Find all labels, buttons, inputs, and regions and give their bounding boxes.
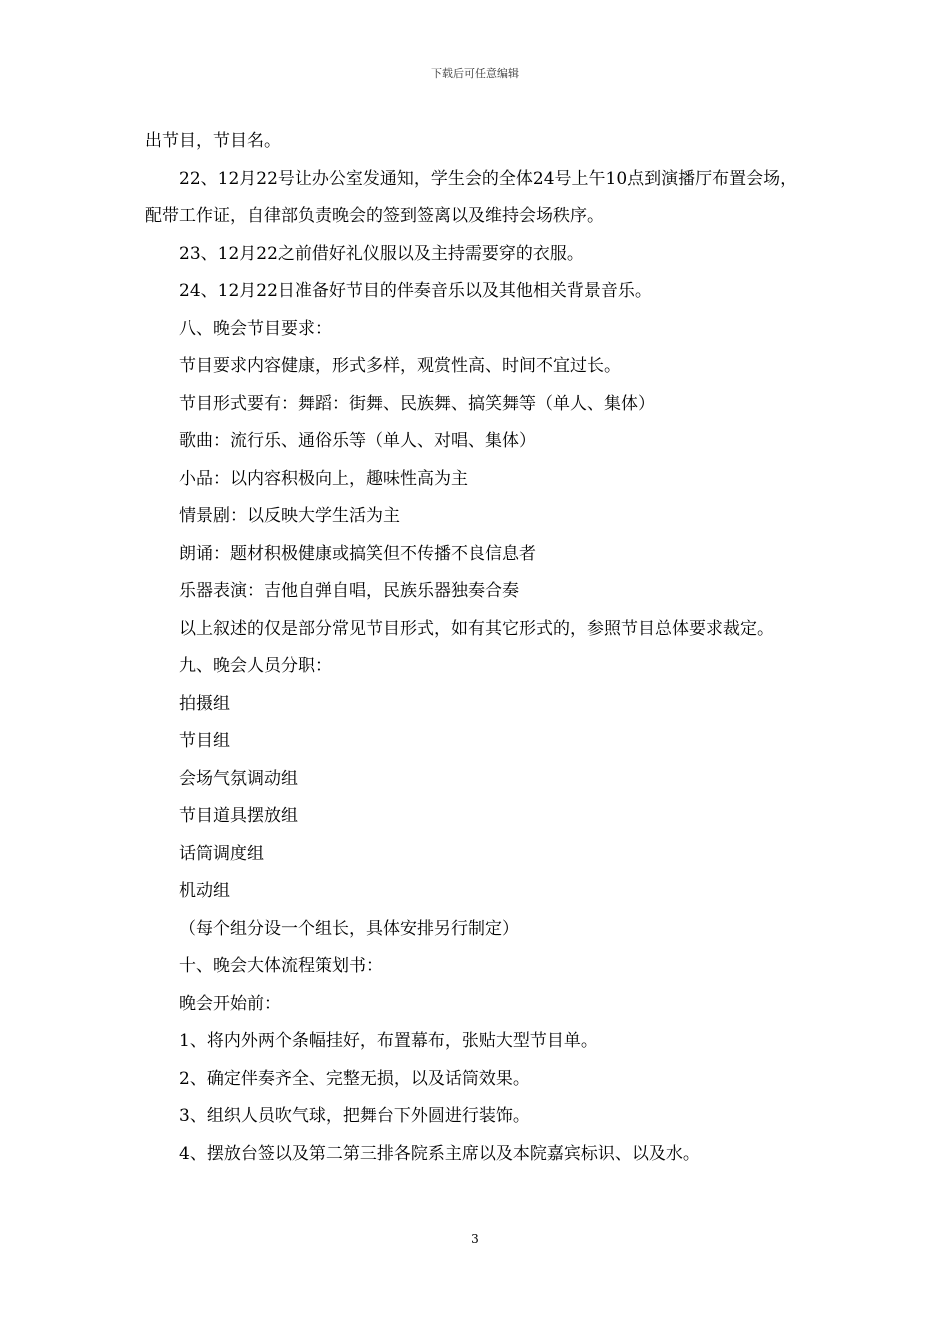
paragraph: 情景剧：以反映大学生活为主 [179, 506, 400, 526]
paragraph: 1、将内外两个条幅挂好，布置幕布，张贴大型节目单。 [179, 1031, 598, 1051]
paragraph: （每个组分设一个组长，具体安排另行制定） [179, 918, 519, 939]
paragraph: 九、晚会人员分职： [179, 656, 332, 676]
paragraph: 乐器表演：吉他自弹自唱，民族乐器独奏合奏 [179, 581, 519, 601]
paragraph: 节目道具摆放组 [179, 806, 298, 826]
paragraph: 机动组 [179, 881, 230, 901]
paragraph: 会场气氛调动组 [179, 768, 298, 789]
page-header: 下载后可任意编辑 [431, 67, 519, 80]
paragraph: 朗诵：题材积极健康或搞笑但不传播不良信息者 [179, 543, 536, 564]
page-number: 3 [471, 1232, 479, 1246]
paragraph: 话筒调度组 [179, 843, 264, 864]
paragraph: 3、组织人员吹气球，把舞台下外圆进行装饰。 [179, 1106, 530, 1126]
paragraph: 节目要求内容健康，形式多样，观赏性高、时间不宜过长。 [179, 356, 621, 376]
paragraph: 节目组 [179, 731, 230, 751]
paragraph: 小品：以内容积极向上，趣味性高为主 [179, 468, 468, 489]
paragraph: 24、12月22日准备好节目的伴奏音乐以及其他相关背景音乐。 [179, 281, 652, 301]
paragraph: 歌曲：流行乐、通俗乐等（单人、对唱、集体） [179, 431, 536, 451]
paragraph: 23、12月22之前借好礼仪服以及主持需要穿的衣服。 [179, 243, 584, 264]
paragraph: 2、确定伴奏齐全、完整无损，以及话筒效果。 [179, 1068, 530, 1089]
paragraph: 拍摄组 [179, 693, 230, 714]
document-body [145, 123, 810, 1173]
paragraph: 十、晚会大体流程策划书： [179, 956, 383, 976]
paragraph: 八、晚会节目要求： [179, 318, 332, 339]
paragraph: 节目形式要有：舞蹈：街舞、民族舞、搞笑舞等（单人、集体） [179, 393, 655, 414]
paragraph: 出节目，节目名。 [145, 131, 281, 151]
paragraph: 以上叙述的仅是部分常见节目形式，如有其它形式的，参照节目总体要求裁定。 [179, 618, 774, 639]
paragraph: 晚会开始前： [179, 993, 281, 1014]
paragraph: 22、12月22号让办公室发通知，学生会的全体24号上午10点到演播厅布置会场，配带工作证，自律部负责晚会的签到签离以及维持会场秩序。 [145, 168, 798, 226]
paragraph: 4、摆放台签以及第二第三排各院系主席以及本院嘉宾标识、以及水。 [179, 1143, 700, 1164]
